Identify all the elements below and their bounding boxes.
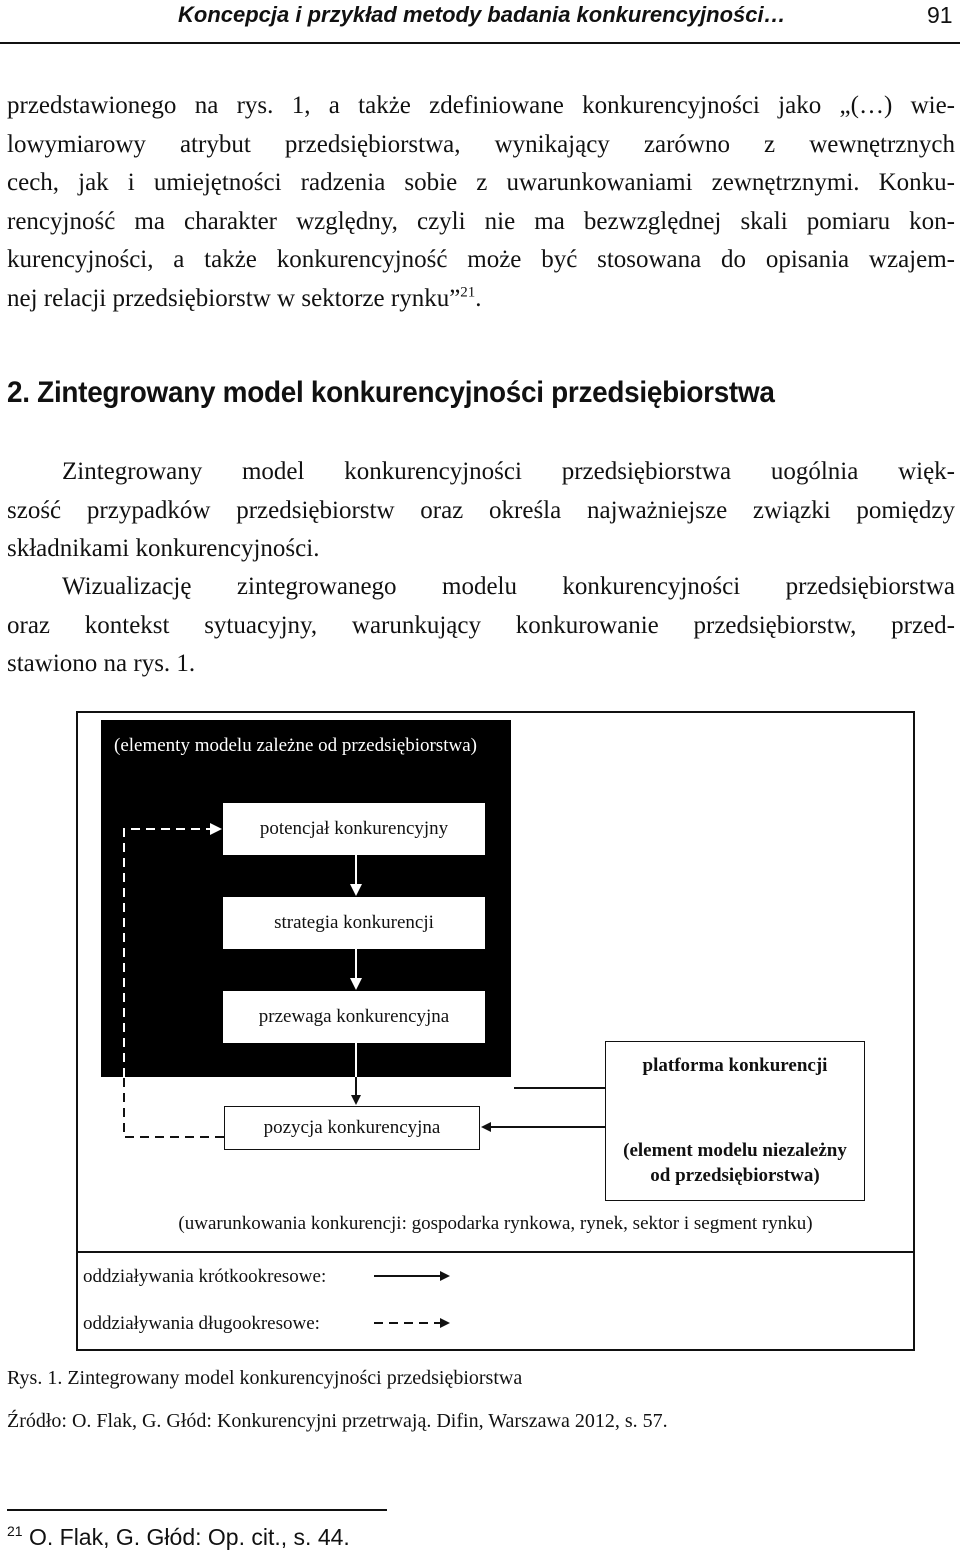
page-number: 91: [927, 2, 953, 28]
platform-title: platforma konkurencji: [642, 1055, 828, 1076]
figure-source: Źródło: O. Flak, G. Głód: Konkurencyjni przetrwają. Difin, Warszawa 2012, s. 57.: [7, 1410, 668, 1432]
legend-short-term-label: oddziaływania krótkookresowe:: [83, 1266, 327, 1287]
box-competitive-position: pozycja konkurencyjna: [224, 1106, 480, 1150]
text-line: przedstawionego na rys. 1, a także zdefiniowane konkurencyjności jako „(…) wie-: [7, 92, 955, 119]
dashed-feedback-loop-upper: [124, 829, 220, 1077]
figure-competitiveness-model: [76, 711, 915, 1351]
box-competitive-strategy: strategia konkurencji: [223, 897, 485, 949]
box-competitive-advantage: przewaga konkurencyjna: [223, 991, 485, 1043]
text-line: Wizualizację zintegrowanego modelu konkurencyjności przedsiębiorstwa: [62, 573, 955, 600]
text-line: stawiono na rys. 1.: [7, 650, 196, 677]
competition-conditions: (uwarunkowania konkurencji: gospodarka rynkowa, rynek, sektor i segment rynku): [178, 1213, 813, 1234]
footnote-text: O. Flak, G. Głód: Op. cit., s. 44.: [22, 1524, 350, 1550]
dependent-elements-label: (elementy modelu zależne od przedsiębiorstwa): [114, 735, 477, 756]
figure-caption: Rys. 1. Zintegrowany model konkurencyjności przedsiębiorstwa: [7, 1367, 523, 1389]
text-line: cech, jak i umiejętności radzenia sobie z uwarunkowaniami zewnętrznymi. Konku-: [7, 169, 955, 196]
sentence-end: .: [475, 284, 482, 312]
paragraph-2: [7, 453, 955, 569]
legend-divider: [78, 1251, 913, 1253]
box-competitive-potential: potencjał konkurencyjny: [223, 803, 485, 855]
text-line: składnikami konkurencyjności.: [7, 535, 320, 562]
footnote-ref: 21: [460, 284, 476, 301]
platform-note-line: (element modelu niezależny: [623, 1140, 847, 1161]
figure-connectors: [78, 713, 913, 1349]
text-line: szość przypadków przedsiębiorstw oraz określa najważniejsze związki pomiędzy: [7, 496, 955, 524]
header-rule: [0, 42, 960, 44]
text-line: rencyjność ma charakter względny, czyli nie ma bezwzględnej skali pomiaru kon-: [7, 207, 955, 235]
paragraph-1: [7, 87, 955, 318]
platform-note-line: od przedsiębiorstwa): [650, 1165, 820, 1186]
text-line: Zintegrowany model konkurencyjności przedsiębiorstwa uogólnia więk-: [62, 458, 955, 485]
running-header-title: Koncepcja i przykład metody badania konkurencyjności…: [178, 2, 786, 27]
section-heading: 2. Zintegrowany model konkurencyjności przedsiębiorstwa: [7, 376, 775, 409]
text-line-last: nej relacji przedsiębiorstw w sektorze rynku”: [7, 284, 461, 312]
text-line: kurencyjności, a także konkurencyjność może być stosowana do opisania wzajem-: [7, 246, 955, 273]
footnote: [7, 1524, 350, 1551]
platform-note: [623, 1138, 847, 1188]
box-competition-platform: [605, 1041, 865, 1201]
text-line: oraz kontekst sytuacyjny, warunkujący konkurowanie przedsiębiorstw, przed-: [7, 611, 955, 639]
text-line: [7, 280, 955, 319]
dashed-feedback-loop-lower: [124, 1077, 224, 1137]
paragraph-3: [7, 568, 955, 684]
footnote-number: 21: [7, 1523, 23, 1539]
text-line: lowymiarowy atrybut przedsiębiorstwa, wynikający zarówno z wewnętrznych: [7, 130, 955, 158]
legend-long-term-label: oddziaływania długookresowe:: [83, 1313, 320, 1334]
footnote-rule: [7, 1509, 387, 1511]
